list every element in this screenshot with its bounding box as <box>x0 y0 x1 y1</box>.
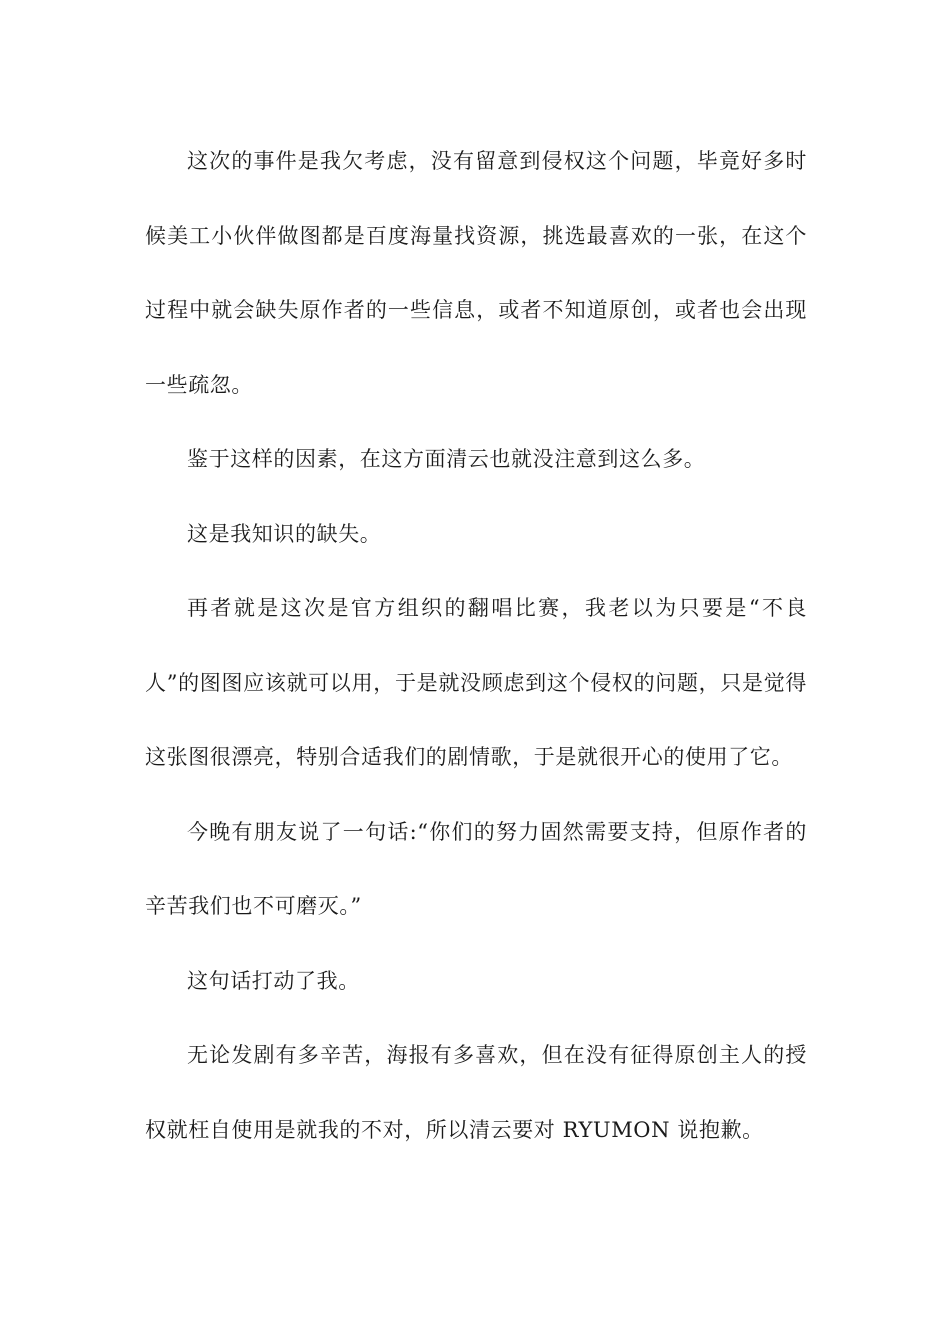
paragraph-1: 这次的事件是我欠考虑，没有留意到侵权这个问题，毕竟好多时候美工小伙伴做图都是百度海量找资源，挑选最喜欢的一张，在这个过程中就会缺失原作者的一些信息，或者不知道原创，或者也会出现一些疏忽。 <box>145 149 807 397</box>
paragraph-2: 鉴于这样的因素，在这方面清云也就没注意到这么多。 <box>187 447 706 471</box>
paragraph-6: 这句话打动了我。 <box>187 968 360 993</box>
paragraph-4: 再者就是这次是官方组织的翻唱比赛，我老以为只要是“不良人”的图图应该就可以用，于是就没顾虑到这个侵权的问题，只是觉得这张图很漂亮，特别合适我们的剧情歌，于是就很开心的使用了它。 <box>145 596 807 769</box>
paragraph-5: 今晚有朋友说了一句话:“你们的努力固然需要支持，但原作者的辛苦我们也不可磨灭。” <box>145 819 807 918</box>
paragraph-7: 无论发剧有多辛苦，海报有多喜欢，但在没有征得原创主人的授权就枉自使用是就我的不对，所以清云要对 RYUMON 说抱歉。 <box>145 1043 807 1142</box>
document-body <box>145 124 807 1167</box>
paragraph-3: 这是我知识的缺失。 <box>187 521 382 546</box>
